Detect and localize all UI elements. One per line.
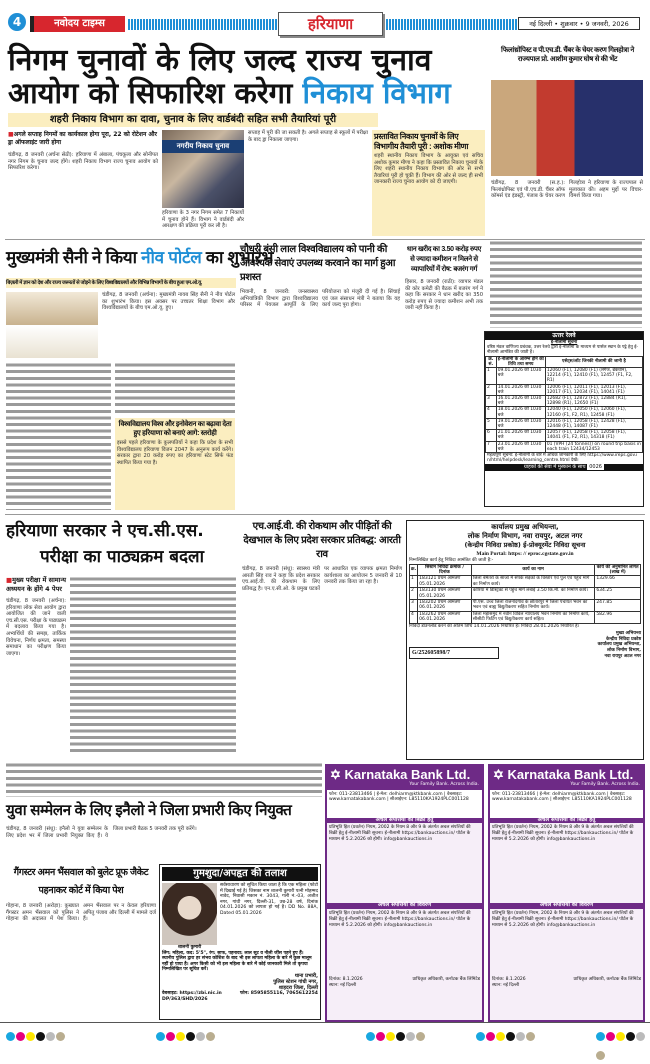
- bullet-icon: ■: [8, 131, 14, 138]
- lead-bullet-text: अगले सप्ताह निगमों का कार्यकाल होगा पूरा, 22 को रोटेशन और ड्रा ऑफलाइंट जारी होगा: [8, 131, 158, 146]
- table-cell: 3: [486, 396, 497, 407]
- bank-contact: फोन: 011-23813466 | ई-मेल: delhiarm@ktkbank.com | वेबसाइट: www.karnatakabank.com | सीआईएन: L85110KA1924PLC001128: [327, 790, 482, 818]
- table-header: ई-नीलामी के आरम्भ होने की तिथि तथा समय: [497, 356, 544, 367]
- university-body: भिवानी, 8 जनवरी: जनस्वास्थ्य अभियांत्रिकी विभाग द्वारा विश्वविद्यालय परिसर में पेयजल आपूर्ति के लिए परियोजना को मंजूरी दी गई है। सिंचाई एवं जल संसाधन मंत्री ने बताया कि यह कार्य जल्द पूरा होगा।: [240, 289, 400, 309]
- gangster-headline: गैंगस्टर अमन भैंसवाल को बुलेट प्रूफ जैकेट पहनाकर कोर्ट में किया पेश: [13, 867, 149, 896]
- table-cell: 247.85: [595, 600, 641, 612]
- table-cell: 1329.66: [595, 576, 641, 588]
- tender-intro: निम्नलिखित कार्य हेतु निविदा आमंत्रित की जाती है:-: [409, 558, 494, 563]
- table-cell: 12006 (F1), 12011 (F1), 12013 (F1), 12017 (F1), 12034 (F1), 14041 (F1): [545, 384, 642, 395]
- registration-dot: [476, 1032, 485, 1041]
- table-row: [486, 368, 643, 385]
- lead-headline-1: निगम चुनावों के लिए जल्द राज्य चुनाव: [8, 43, 432, 78]
- table-cell: 582.96: [595, 611, 641, 623]
- table-cell: 5: [486, 418, 497, 429]
- missing-person-name: शालनी कुमारी: [177, 945, 202, 950]
- registration-dot: [196, 1032, 205, 1041]
- missing-appeal: स्थानीय पुलिस द्वारा हर संभव कोशिश के बाद भी इस लापता महिला के बारे में कुछ मालूम नहीं हो पाया है। अगर किसी को भी इस महिला के बारे में कोई जानकारी मिले तो कृपया निम्नलिखित पर सूचित करें।: [162, 956, 312, 973]
- registration-dot: [406, 1032, 415, 1041]
- tender-table: [409, 564, 641, 624]
- side-story-body: शहरी स्थानीय निकाय विभाग के आयुक्त एवं सचिव अशोक कुमार मीणा ने कहा कि प्रस्तावित निकाय चुनावों के लिए शहरी स्थानीय निकाय विभाग की ओर से सभी तैयारियां पूरी हो चुकी हैं। विभाग की ओर से जल्द ही सभी जानकारी राज्य चुनाव आयोग को दी जाएगी।: [374, 153, 483, 186]
- section-title: हरियाणा: [278, 12, 383, 36]
- bank-section-title: अचल संपत्तियों का विवरण: [490, 903, 643, 909]
- missing-desc: लिंग: महिला, कद: 5'5", रंग: साफ, पहनावा: लाल सूट व नीली जींस पहने हुए हैं।: [162, 950, 304, 956]
- table-cell: 634.25: [595, 588, 641, 600]
- table-cell: 183121 प्रथम आमंत्रण 05.01.2026: [418, 576, 472, 588]
- bank-body-2: प्रतिभूति हित (प्रवर्तन) नियम, 2002 के नियम 8 और 9 के अंतर्गत अचल संपत्तियों की बिक्री हेतु ई-नीलामी बिक्री सूचना। ई-नीलामी https://bankauctions.in/ पोर्टल के माध्यम से 5.2.2026 को होगी। info@bankauctions.in: [329, 911, 471, 928]
- lead-headline-2: [8, 76, 486, 110]
- table-header: क्र. सं.: [486, 356, 497, 367]
- lead-bullet: [8, 131, 158, 147]
- bank-body-2: प्रतिभूति हित (प्रवर्तन) नियम, 2002 के नियम 8 और 9 के अंतर्गत अचल संपत्तियों की बिक्री हेतु ई-नीलामी बिक्री सूचना। ई-नीलामी https://bankauctions.in/ पोर्टल के माध्यम से 5.2.2026 को होगी। info@bankauctions.in: [492, 911, 634, 928]
- auction-footer: [485, 464, 643, 471]
- table-row: [486, 441, 643, 452]
- table-cell: 12060 (F1), 12080 (F1) (लगेज, ब्रेकवान), 12214 (F1), 12410 (F1), 12457 (F1, F2, R1): [545, 368, 642, 385]
- bank-contact: फोन: 011-23813466 | ई-मेल: delhiarm@ktkbank.com | वेबसाइट: www.karnatakabank.com | सीआईएन: L85110KA1924PLC001128: [490, 790, 643, 818]
- hiv-headline: एच.आई.वी. की रोकथाम और पीड़ितों की देखभाल के लिए प्रदेश सरकार प्रतिबद्ध: आरती राव: [243, 521, 401, 560]
- table-cell: 16.01.2026 को 1030 बजे: [496, 396, 545, 407]
- page-number: 4: [8, 13, 26, 31]
- registration-dot: [416, 1032, 425, 1041]
- registration-dot: [386, 1032, 395, 1041]
- bank-tagline: Your Family Bank. Across India.: [409, 782, 479, 787]
- table-row: [486, 384, 643, 395]
- tender-title-1: कार्यालय प्रमुख अभियन्ता,: [491, 523, 559, 531]
- karnataka-bank-ad: [325, 764, 484, 1022]
- bank-section-title: अचल संपत्तियों का विवरण: [327, 903, 482, 909]
- lead-body-3: सप्ताह में पूरी की जा सकती है। अगले सप्ताह से स्कूलों में परीक्षा के बाद ड्रा निकाला जाएगा।: [248, 130, 368, 143]
- registration-dot: [16, 1032, 25, 1041]
- missing-person-photo: [162, 883, 217, 945]
- bank-place: स्थान: नई दिल्ली: [329, 982, 357, 988]
- tender-note: निविदा डाउनलोड करने की अंतिम तिथि 14.01.2026 निर्धारित है। निविदा 28.01.2026 निर्धारित है।: [409, 623, 580, 629]
- table-cell: 21.01.2026 को 1030 बजे: [496, 430, 545, 441]
- portal-box-headline: विश्वविद्यालय विश्व और इनोवेशन का बढ़ावा देता हुए हरियाणा को बनाएं आगे: स्तरोही: [118, 421, 232, 437]
- cm-photo: [6, 292, 98, 358]
- registration-dot: [486, 1032, 495, 1041]
- paddy-body: हिसार, 8 जनवरी (राठी): व्यापार मंडल की कोर कमेटी की बैठक में बजरंग गर्ग ने कहा कि सरकार ने धान खरीद का 350 करोड़ रुपए से ज्यादा कमीशन अभी तक जारी नहीं किया है।: [405, 279, 483, 312]
- divider: [0, 1022, 650, 1023]
- tender-portal-link[interactable]: Main Portal: https: // eproc.cgstate.gov.in: [476, 551, 574, 557]
- table-cell: 6: [486, 430, 497, 441]
- registration-dot: [526, 1032, 535, 1041]
- governor-photo: [491, 80, 643, 176]
- portal-body: चंडीगढ़, 8 जनवरी (अर्चना): मुख्यमंत्री नायब सिंह सैनी ने नीव पोर्टल का शुभारंभ किया। इस अवसर पर उच्चतर शिक्षा विभाग और विश्वविद्यालयों के बीच एम.ओ.यू. हुए।: [102, 292, 235, 312]
- registration-dot: [26, 1032, 35, 1041]
- registration-dot: [46, 1032, 55, 1041]
- portal-headline: [6, 243, 274, 273]
- hcs-body: चंडीगढ़, 8 जनवरी (अर्चना): हरियाणा लोक सेवा आयोग द्वारा आयोजित की जाने वाली एच.सी.एस. परीक्षा के पाठ्यक्रम में बदलाव किया गया है। अभ्यर्थियों की समझ, तार्किक विवेचना, निर्णय क्षमता, समस्या समाधान का परीक्षण किया जाएगा।: [6, 598, 66, 657]
- auction-footer-text: ग्राहकों की सेवा में मुस्कान के साथ: [524, 464, 586, 471]
- table-cell: 19.01.2026 को 1030 बजे: [496, 418, 545, 429]
- lead-headline-2-highlight: निकाय विभाग: [302, 76, 451, 110]
- side-story: [372, 130, 485, 236]
- hcs-bullet-text: मुख्य परीक्षा में सामान्य अध्ययन के होंगे 4 पेपर: [6, 576, 67, 593]
- missing-code: DP/363/SHD/2026: [162, 996, 208, 1002]
- table-cell: 4: [486, 407, 497, 418]
- registration-dot: [36, 1032, 45, 1041]
- karnataka-bank-ad: [488, 764, 645, 1022]
- missing-body: सर्वसाधारण को सूचित किया जाता है कि एक महिला (फोटो में दिखाई गई है) जिसका नाम शालनी कुमारी पत्नी मोहम्मद नावेद, निवासी मकान नं. 3043, गली नं.-03, अजीत नगर, गांधी नगर, दिल्ली-31, उम्र-28 वर्ष, दिनांक 04.01.2026 को लापता हो गई है। DD No. 88A, Dated 05.01.2026: [220, 883, 318, 916]
- table-cell: 2: [410, 588, 418, 600]
- registration-dot: [616, 1032, 625, 1041]
- missing-phone: फोन: 8595855116, 7065612254: [240, 990, 318, 996]
- hcs-headline-1: हरियाणा सरकार ने एच.सी.एस.: [6, 521, 204, 541]
- lead-body-2: हरियाणा के 3 नगर निगम समेत 7 निकायों में चुनाव होने हैं। विभाग ने वार्डबंदी और आरक्षण की प्रक्रिया पूरी कर ली है।: [162, 210, 244, 230]
- color-registration-marks: [6, 1026, 646, 1038]
- table-cell: 12057 (F1), 12058 (F1), 12058 (F1), 14041 (F1, F2, R1), 14318 (F1): [545, 430, 642, 441]
- tender-signature: [598, 631, 641, 659]
- portal-box: [115, 418, 235, 510]
- bank-tagline: Your Family Bank. Across India.: [570, 782, 640, 787]
- bank-signer: प्राधिकृत अधिकारी, कर्नाटक बैंक लिमिटेड: [412, 977, 480, 983]
- portal-body-lines: [6, 362, 111, 510]
- missing-contact-1: थाना प्रभारी,: [294, 972, 318, 979]
- tender-title-2: लोक निर्माण विभाग, नवा रायपुर, अटल नगर: [467, 532, 583, 540]
- table-row: [410, 611, 641, 623]
- auction-intro: वरिष्ठ मंडल वाणिज्य प्रबंधक, उत्तर रेलवे द्वारा ई-नीलामी के माध्यम से पार्सल स्थान के पट्टे हेतु ई-नीलामी आमंत्रित की जाती है।: [487, 345, 638, 356]
- governor-body-continued: [490, 240, 642, 328]
- portal-headline-b: नीव पोर्टल: [141, 248, 202, 267]
- portal-strap: बिज़ली में ज्ञान को देश और राज्य जरूरतों से जोड़ने के लिए विश्वविद्यालयों और विभिन्न विभागों के बीच हुआ एम.ओ.यू.: [6, 278, 236, 288]
- university-story: [240, 243, 400, 510]
- divider: [5, 514, 645, 515]
- gangster-body: गोहाना, 8 जनवरी (अरोड़ा): कुख्यात गैंगस्टर अमन भैंसवाल को पुलिस ने गोहाना की अदालत में पेश किया। अमन भैंसवाल पर न केवल हरियाणा अपितु पंजाब और दिल्ली में मामले दर्ज हैं।: [6, 903, 156, 923]
- registration-dot: [206, 1032, 215, 1041]
- missing-website[interactable]: वेबसाइट: https://zbi.nic.in: [162, 990, 222, 996]
- inld-headline: युवा सम्मेलन के लिए इनैलो ने जिला प्रभारी किए नियुक्त: [6, 802, 292, 819]
- portal-headline-a: मुख्यमंत्री सैनी ने किया: [6, 248, 142, 267]
- missing-title: गुमशुदा/अपहृत की तलाश: [162, 867, 318, 881]
- table-row: [410, 588, 641, 600]
- bank-date: दिनांक: 8.1.2026: [329, 977, 363, 983]
- bank-place: स्थान: नई दिल्ली: [492, 982, 520, 988]
- bank-date: दिनांक: 8.1.2026: [492, 977, 526, 983]
- bank-signer: प्राधिकृत अधिकारी, कर्नाटक बैंक लिमिटेड: [573, 977, 641, 983]
- bank-logo-icon: ✡: [330, 767, 341, 782]
- registration-dot: [596, 1051, 605, 1060]
- table-cell: 183130 प्रथम आमंत्रण 05.01.2026: [418, 588, 472, 600]
- table-cell: जिला बेमेतरा के साजा में संपर्क सड़कों के विस्तार एवं पुल एवं पहुंच मार्ग का निर्माण कार्य।: [471, 576, 594, 588]
- portal-headline-c: का शुभारंभ: [201, 248, 274, 267]
- signature-line: नवा रायपुर अटल नगर: [604, 653, 641, 659]
- auction-table: [485, 356, 643, 453]
- table-cell: 12016 (F1), 12058 (F1), 12428 (F1), 12448 (F1), 14087 (F1): [545, 418, 642, 429]
- table-cell: 01 (VPH (24 tonnes)) on round trip basis in each train 12434/12453: [546, 441, 641, 452]
- table-cell: 1: [486, 368, 497, 385]
- signature-line: कार्यालय प्रमुख अभियन्ता,: [597, 642, 641, 648]
- table-cell: 2: [486, 384, 497, 395]
- tender-notice: [406, 520, 644, 760]
- paddy-headline: धान खरीद का 3.50 करोड़ रुपए से ज्यादा कमीशन न मिलने से व्यापारियों में रोष: बजरंग गर्ग: [406, 246, 482, 273]
- table-cell: 14.01.2026 को 1030 बजे: [496, 384, 545, 395]
- missing-person-notice: [159, 864, 321, 1020]
- portal-body-lines-2: [115, 362, 235, 414]
- hcs-body-lines: [70, 576, 236, 756]
- auction-notice: [484, 331, 644, 507]
- lead-headline-2-text: आयोग को सिफारिश करेगा: [8, 76, 303, 110]
- signature-line: केन्द्रीय निविदा प्रकोष्ठ: [606, 636, 641, 642]
- lead-subhead: शहरी निकाय विभाग का दावा, चुनाव के लिए वार्डबंदी सहित सभी तैयारियां पूरी: [8, 113, 378, 127]
- auction-code: 0026: [589, 464, 602, 471]
- governor-headline: फिलांथ्रोपिस्ट व पी.एच.डी. चैंबर के चेयर करण गिलहोत्रा ने राज्यपाल प्रो. आशीम कुमार घोष से की भेंट: [501, 47, 634, 63]
- table-cell: 09.01.2026 को 1030 बजे: [496, 368, 545, 385]
- signature-line: मुख्य अभियन्ता: [616, 631, 641, 637]
- registration-dot: [636, 1032, 645, 1041]
- registration-dot: [56, 1032, 65, 1041]
- hcs-bullet: [6, 576, 66, 594]
- tender-title-3: (केन्द्रीय निविदा प्रकोष्ठ) ई-प्रोक्यूरमेंट निविदा सूचना: [464, 541, 586, 549]
- side-story-headline: प्रस्तावित निकाय चुनावों के लिए विभागीय तैयारी पूरी : अशोक मीणा: [374, 132, 469, 151]
- table-cell: 4: [410, 611, 418, 623]
- portal-box-body: इससे पहले हरियाणा के कुलपतियों ने कहा कि प्रदेश के सभी विश्वविद्यालय हरियाणा विजन 2047 के अनुरूप कार्य करेंगे। सरकार द्वारा 20 करोड़ रुपए का हरियाणा स्टेट सिर्फ फंड स्थापित किया गया है।: [117, 440, 233, 466]
- bank-notice-title: अचल संपत्तियों की बिक्री हेतु: [490, 818, 643, 824]
- table-cell: 183262 प्रथम आमंत्रण 06.01.2026: [418, 611, 472, 623]
- table-row: [486, 407, 643, 418]
- bank-body: प्रतिभूति हित (प्रवर्तन) नियम, 2002 के नियम 8 और 9 के अंतर्गत अचल संपत्तियों की बिक्री हेतु ई-नीलामी बिक्री सूचना। ई-नीलामी https://bankauctions.in/ पोर्टल के माध्यम से 5.2.2026 को होगी। info@bankauctions.in: [492, 825, 634, 842]
- table-header: क्र.: [410, 564, 418, 576]
- registration-dot: [176, 1032, 185, 1041]
- table-cell: 3: [410, 600, 418, 612]
- bank-logo-icon: ✡: [493, 767, 504, 782]
- auction-note: महत्वपूर्ण सूचना: ई-नीलामी के बारे में अधिक जानकारी के लिए https://www.ireps.gov.in/html/helpdesk/learning_centre.html देखें।: [487, 453, 638, 464]
- bank-header: [327, 766, 482, 790]
- table-header: सिस्टम निविदा क्रमांक / दिनांक: [418, 564, 472, 576]
- tender-code: G/252605898/7: [409, 647, 499, 659]
- table-row: [410, 600, 641, 612]
- table-cell: 12040 (F1), 12050 (F1), 12060 (F1), 12160 (F1, F2, R1), 12458 (F1): [545, 407, 642, 418]
- table-row: [410, 576, 641, 588]
- bank-notice-title: अचल संपत्तियों की बिक्री हेतु: [327, 818, 482, 824]
- missing-contact-3: शाहदरा जिला, दिल्ली: [278, 984, 318, 991]
- table-cell: जिला महासमुंद में नवीन विविल न्यायालय भवन निर्माण का निर्माण कार्य, सीसीटी फिटिंग एवं विद्युतीकरण कार्य सहित।: [471, 611, 594, 623]
- hiv-body: चंडीगढ़, 8 जनवरी (संधू): स्वास्थ्य मंत्री आरती सिंह राव ने कहा कि प्रदेश सरकार एच.आई.वी. की रोकथाम के लिए प्रतिबद्ध है। एन.ए.सी.ओ. के प्रमुख घटकों पर आधारित एक व्यापक क्षमता निर्माण कार्यशाला का आयोजन 5 जनवरी से 10 जनवरी तक किया जा रहा है।: [242, 566, 402, 592]
- masthead: [0, 8, 650, 40]
- table-header: एसेट्स/लॉट जिनकी नीलामी की जानी है: [545, 356, 642, 367]
- bank-name: Karnataka Bank Ltd.: [344, 767, 471, 782]
- registration-dot: [516, 1032, 525, 1041]
- inld-body: चंडीगढ़, 8 जनवरी (संधू): इनैलो ने युवा सम्मेलन के लिए प्रदेश भर में जिला प्रभारी नियुक्त किए हैं। ये जिला प्रभारी बैठक 5 जनवरी तक पूरी करेंगे।: [6, 826, 197, 839]
- registration-dot: [496, 1032, 505, 1041]
- registration-dot: [506, 1032, 515, 1041]
- registration-dot: [166, 1032, 175, 1041]
- table-header: कार्य की अनुमानित लागत (लाख में): [596, 564, 639, 575]
- table-cell: 183202 प्रथम आमंत्रण 06.01.2026: [418, 600, 472, 612]
- table-header: कार्य का नाम: [471, 564, 594, 576]
- table-cell: कोरिया में डिस्ट्रिक्ट से पहुंच मार्ग लंबाई 3.50 कि.मी. का निर्माण कार्य।: [471, 588, 594, 600]
- paddy-story: [405, 245, 483, 510]
- table-cell: 18.01.2026 को 1030 बजे: [496, 407, 545, 418]
- table-row: [486, 430, 643, 441]
- bank-header: [490, 766, 643, 790]
- registration-dot: [366, 1032, 375, 1041]
- election-photo: [162, 130, 244, 208]
- table-row: [486, 396, 643, 407]
- bank-body: प्रतिभूति हित (प्रवर्तन) नियम, 2002 के नियम 8 और 9 के अंतर्गत अचल संपत्तियों की बिक्री हेतु ई-नीलामी बिक्री सूचना। ई-नीलामी https://bankauctions.in/ पोर्टल के माध्यम से 5.2.2026 को होगी। info@bankauctions.in: [329, 825, 471, 842]
- governor-body: चंडीगढ़, 8 जनवरी (स.ह.): फिलांथ्रोपिस्ट एवं पी.एच.डी. चैंबर ऑफ कॉमर्स एंड इंडस्ट्री, पंजाब के चेयर करण गिलहोत्रा ने हरियाणा के राज्यपाल से मुलाकात की। अहम मुद्दों पर विचार-विमर्श किया गया।: [491, 180, 643, 200]
- registration-dot: [396, 1032, 405, 1041]
- photo-caption: नगरीय निकाय चुनाव: [162, 140, 244, 153]
- registration-dot: [376, 1032, 385, 1041]
- dateline: नई दिल्ली • शुक्रवार • 9 जनवरी, 2026: [518, 17, 640, 30]
- missing-contact-2: पुलिस स्टेशन गांधी नगर,: [273, 978, 318, 985]
- table-cell: पी.एस. उच्च जिला राजनांदगांव के छीतारपुर में जिला पंचायत भवन का भवन एवं बाह्य विद्युतीकरण सहित निर्माण कार्य।: [471, 600, 594, 612]
- bullet-icon: ■: [6, 576, 13, 584]
- gangster-story: [6, 864, 156, 1020]
- table-row: [486, 418, 643, 429]
- signature-line: लोक निर्माण विभाग,: [607, 648, 641, 654]
- university-headline: चौधरी बंसी लाल विश्वविद्यालय को पानी की आवश्यक सेवाएं उपलब्ध करवाने का मार्ग हुआ प्रशस्त: [240, 244, 396, 283]
- hcs-body-continued: [6, 762, 322, 797]
- table-cell: 1: [410, 576, 418, 588]
- hcs-headline-2: परीक्षा का पाठ्यक्रम बदला: [40, 547, 204, 567]
- lead-body-1: चंडीगढ़, 8 जनवरी (अर्चना सेठी): हरियाणा में अंबाला, पंचकूला और सोनीपत नगर निगम के चुनाव जल्द होंगे। शहरी निकाय विभाग राज्य चुनाव आयोग को सिफारिश करेगा।: [8, 152, 158, 172]
- registration-dot: [596, 1032, 605, 1041]
- table-cell: 7: [486, 441, 497, 452]
- registration-dot: [186, 1032, 195, 1041]
- table-cell: 23.01.2026 को 1030 बजे: [496, 441, 545, 452]
- hiv-story: [242, 520, 402, 756]
- auction-title: ऊत्तर रेलवे: [485, 332, 643, 340]
- auction-subtitle: ई-नीलामी सूचना: [550, 340, 578, 345]
- bank-name: Karnataka Bank Ltd.: [507, 767, 634, 782]
- registration-dot: [626, 1032, 635, 1041]
- hcs-story: [6, 576, 66, 756]
- table-cell: 12682 (F1), 12872 (F1), 12884 (R1), 12898 (R1), 12650 (F1): [545, 396, 642, 407]
- registration-dot: [156, 1032, 165, 1041]
- registration-dot: [6, 1032, 15, 1041]
- paper-logo: नवोदय टाइम्स: [30, 16, 125, 32]
- registration-dot: [606, 1032, 615, 1041]
